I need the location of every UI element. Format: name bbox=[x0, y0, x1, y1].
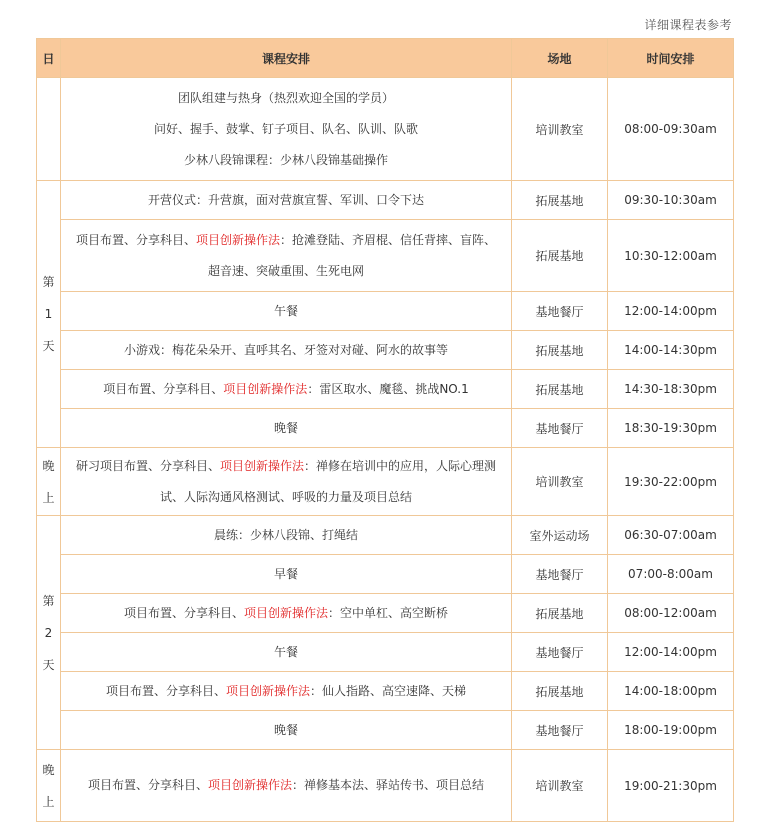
venue-cell: 拓展基地 bbox=[512, 220, 608, 292]
time-cell: 07:00-8:00am bbox=[608, 555, 734, 594]
course-line bbox=[65, 451, 507, 482]
schedule-body bbox=[37, 78, 734, 822]
course-line bbox=[65, 374, 507, 405]
course-cell bbox=[61, 672, 512, 711]
header-day: 日 bbox=[37, 39, 61, 78]
course-cell bbox=[61, 448, 512, 516]
course-text: 小游戏：梅花朵朵开、直呼其名、牙签对对碰、阿水的故事等 bbox=[123, 342, 448, 357]
venue-cell: 拓展基地 bbox=[512, 370, 608, 409]
table-row bbox=[37, 516, 734, 555]
course-line bbox=[65, 185, 507, 216]
course-text: 研习项目布置、分享科目、 bbox=[75, 458, 220, 473]
venue-cell: 基地餐厅 bbox=[512, 555, 608, 594]
course-text: 项目布置、分享科目、 bbox=[105, 683, 226, 698]
venue-cell: 拓展基地 bbox=[512, 594, 608, 633]
venue-cell: 拓展基地 bbox=[512, 181, 608, 220]
time-cell: 06:30-07:00am bbox=[608, 516, 734, 555]
course-text: 午餐 bbox=[273, 644, 298, 659]
course-text: 问好、握手、鼓掌、钉子项目、队名、队训、队歌 bbox=[153, 121, 418, 136]
venue-cell: 培训教室 bbox=[512, 750, 608, 822]
course-cell bbox=[61, 750, 512, 822]
day-cell: 晚 上 bbox=[37, 448, 61, 516]
course-line bbox=[65, 715, 507, 746]
venue-cell: 基地餐厅 bbox=[512, 292, 608, 331]
header-course: 课程安排 bbox=[61, 39, 512, 78]
time-cell: 19:00-21:30pm bbox=[608, 750, 734, 822]
course-line bbox=[65, 559, 507, 590]
course-cell bbox=[61, 711, 512, 750]
venue-cell: 基地餐厅 bbox=[512, 633, 608, 672]
venue-cell: 培训教室 bbox=[512, 448, 608, 516]
course-line bbox=[65, 114, 507, 145]
venue-cell: 培训教室 bbox=[512, 78, 608, 181]
time-cell: 12:00-14:00pm bbox=[608, 292, 734, 331]
table-row bbox=[37, 409, 734, 448]
time-cell: 14:00-14:30pm bbox=[608, 331, 734, 370]
day-cell bbox=[37, 78, 61, 181]
course-text: 少林八段锦课程：少林八段锦基础操作 bbox=[183, 152, 388, 167]
course-line bbox=[65, 335, 507, 366]
time-cell: 12:00-14:00pm bbox=[608, 633, 734, 672]
course-text: 晨练：少林八段锦、打绳结 bbox=[213, 527, 358, 542]
course-text: ：禅修基本法、驿站传书、项目总结 bbox=[292, 778, 485, 792]
course-cell bbox=[61, 633, 512, 672]
course-text: 午餐 bbox=[273, 303, 298, 318]
course-line bbox=[65, 256, 507, 287]
course-text: 项目布置、分享科目、 bbox=[87, 778, 208, 792]
table-row bbox=[37, 672, 734, 711]
venue-cell: 拓展基地 bbox=[512, 331, 608, 370]
time-cell: 10:30-12:00am bbox=[608, 220, 734, 292]
course-line bbox=[65, 482, 507, 513]
course-cell bbox=[61, 331, 512, 370]
time-cell: 08:00-09:30am bbox=[608, 78, 734, 181]
course-line bbox=[65, 225, 507, 256]
course-cell bbox=[61, 78, 512, 181]
course-line bbox=[65, 598, 507, 629]
course-cell bbox=[61, 409, 512, 448]
time-cell: 08:00-12:00am bbox=[608, 594, 734, 633]
table-row bbox=[37, 711, 734, 750]
table-row bbox=[37, 181, 734, 220]
highlight-text: 项目创新操作法 bbox=[207, 778, 292, 792]
course-text: ：雷区取水、魔毯、挑战NO.1 bbox=[307, 381, 469, 396]
course-line bbox=[65, 637, 507, 668]
table-row bbox=[37, 331, 734, 370]
course-text: 项目布置、分享科目、 bbox=[103, 381, 224, 396]
course-cell bbox=[61, 292, 512, 331]
venue-cell: 室外运动场 bbox=[512, 516, 608, 555]
time-cell: 09:30-10:30am bbox=[608, 181, 734, 220]
header-venue: 场地 bbox=[512, 39, 608, 78]
venue-cell: 拓展基地 bbox=[512, 672, 608, 711]
course-cell bbox=[61, 220, 512, 292]
course-cell bbox=[61, 555, 512, 594]
course-text: 早餐 bbox=[273, 566, 298, 581]
course-line bbox=[65, 520, 507, 551]
course-text: 晚餐 bbox=[273, 420, 298, 435]
venue-cell: 基地餐厅 bbox=[512, 711, 608, 750]
course-line bbox=[65, 83, 507, 114]
table-row bbox=[37, 594, 734, 633]
day-cell: 第 1 天 bbox=[37, 181, 61, 448]
course-line bbox=[65, 413, 507, 444]
course-line bbox=[65, 145, 507, 176]
time-cell: 18:00-19:00pm bbox=[608, 711, 734, 750]
day-cell: 晚 上 bbox=[37, 750, 61, 822]
time-cell: 18:30-19:30pm bbox=[608, 409, 734, 448]
time-cell: 14:30-18:30pm bbox=[608, 370, 734, 409]
table-row bbox=[37, 78, 734, 181]
course-text: 团队组建与热身（热烈欢迎全国的学员） bbox=[177, 90, 394, 105]
course-text: ：抢滩登陆、齐眉棍、信任背摔、盲阵、 bbox=[280, 232, 497, 247]
course-cell bbox=[61, 370, 512, 409]
header-time: 时间安排 bbox=[608, 39, 734, 78]
course-text: 开营仪式：升营旗，面对营旗宣誓、军训、口令下达 bbox=[147, 192, 424, 207]
course-text: ：仙人指路、高空速降、天梯 bbox=[310, 683, 467, 698]
table-row bbox=[37, 448, 734, 516]
reference-title: 详细课程表参考 bbox=[644, 18, 732, 32]
course-line bbox=[65, 296, 507, 327]
course-cell bbox=[61, 516, 512, 555]
table-row bbox=[37, 750, 734, 822]
highlight-text: 项目创新操作法 bbox=[223, 381, 308, 396]
header-row bbox=[37, 39, 734, 78]
day-cell: 第 2 天 bbox=[37, 516, 61, 750]
time-cell: 14:00-18:00pm bbox=[608, 672, 734, 711]
highlight-text: 项目创新操作法 bbox=[225, 683, 310, 698]
table-row bbox=[37, 220, 734, 292]
course-line bbox=[65, 676, 507, 707]
course-text: ：禅修在培训中的应用，人际心理测 bbox=[304, 458, 497, 473]
course-line bbox=[65, 770, 507, 801]
course-text: 项目布置、分享科目、 bbox=[75, 232, 196, 247]
schedule-table bbox=[36, 38, 734, 822]
course-text: 超音速、突破重围、生死电网 bbox=[207, 263, 364, 278]
highlight-text: 项目创新操作法 bbox=[219, 458, 304, 473]
highlight-text: 项目创新操作法 bbox=[195, 232, 280, 247]
table-row bbox=[37, 633, 734, 672]
table-row bbox=[37, 292, 734, 331]
course-text: 试、人际沟通风格测试、呼吸的力量及项目总结 bbox=[159, 489, 412, 504]
time-cell: 19:30-22:00pm bbox=[608, 448, 734, 516]
course-cell bbox=[61, 181, 512, 220]
course-cell bbox=[61, 594, 512, 633]
table-row bbox=[37, 370, 734, 409]
highlight-text: 项目创新操作法 bbox=[243, 605, 328, 620]
course-text: ：空中单杠、高空断桥 bbox=[328, 605, 449, 620]
course-text: 晚餐 bbox=[273, 722, 298, 737]
table-row bbox=[37, 555, 734, 594]
venue-cell: 基地餐厅 bbox=[512, 409, 608, 448]
course-text: 项目布置、分享科目、 bbox=[123, 605, 244, 620]
